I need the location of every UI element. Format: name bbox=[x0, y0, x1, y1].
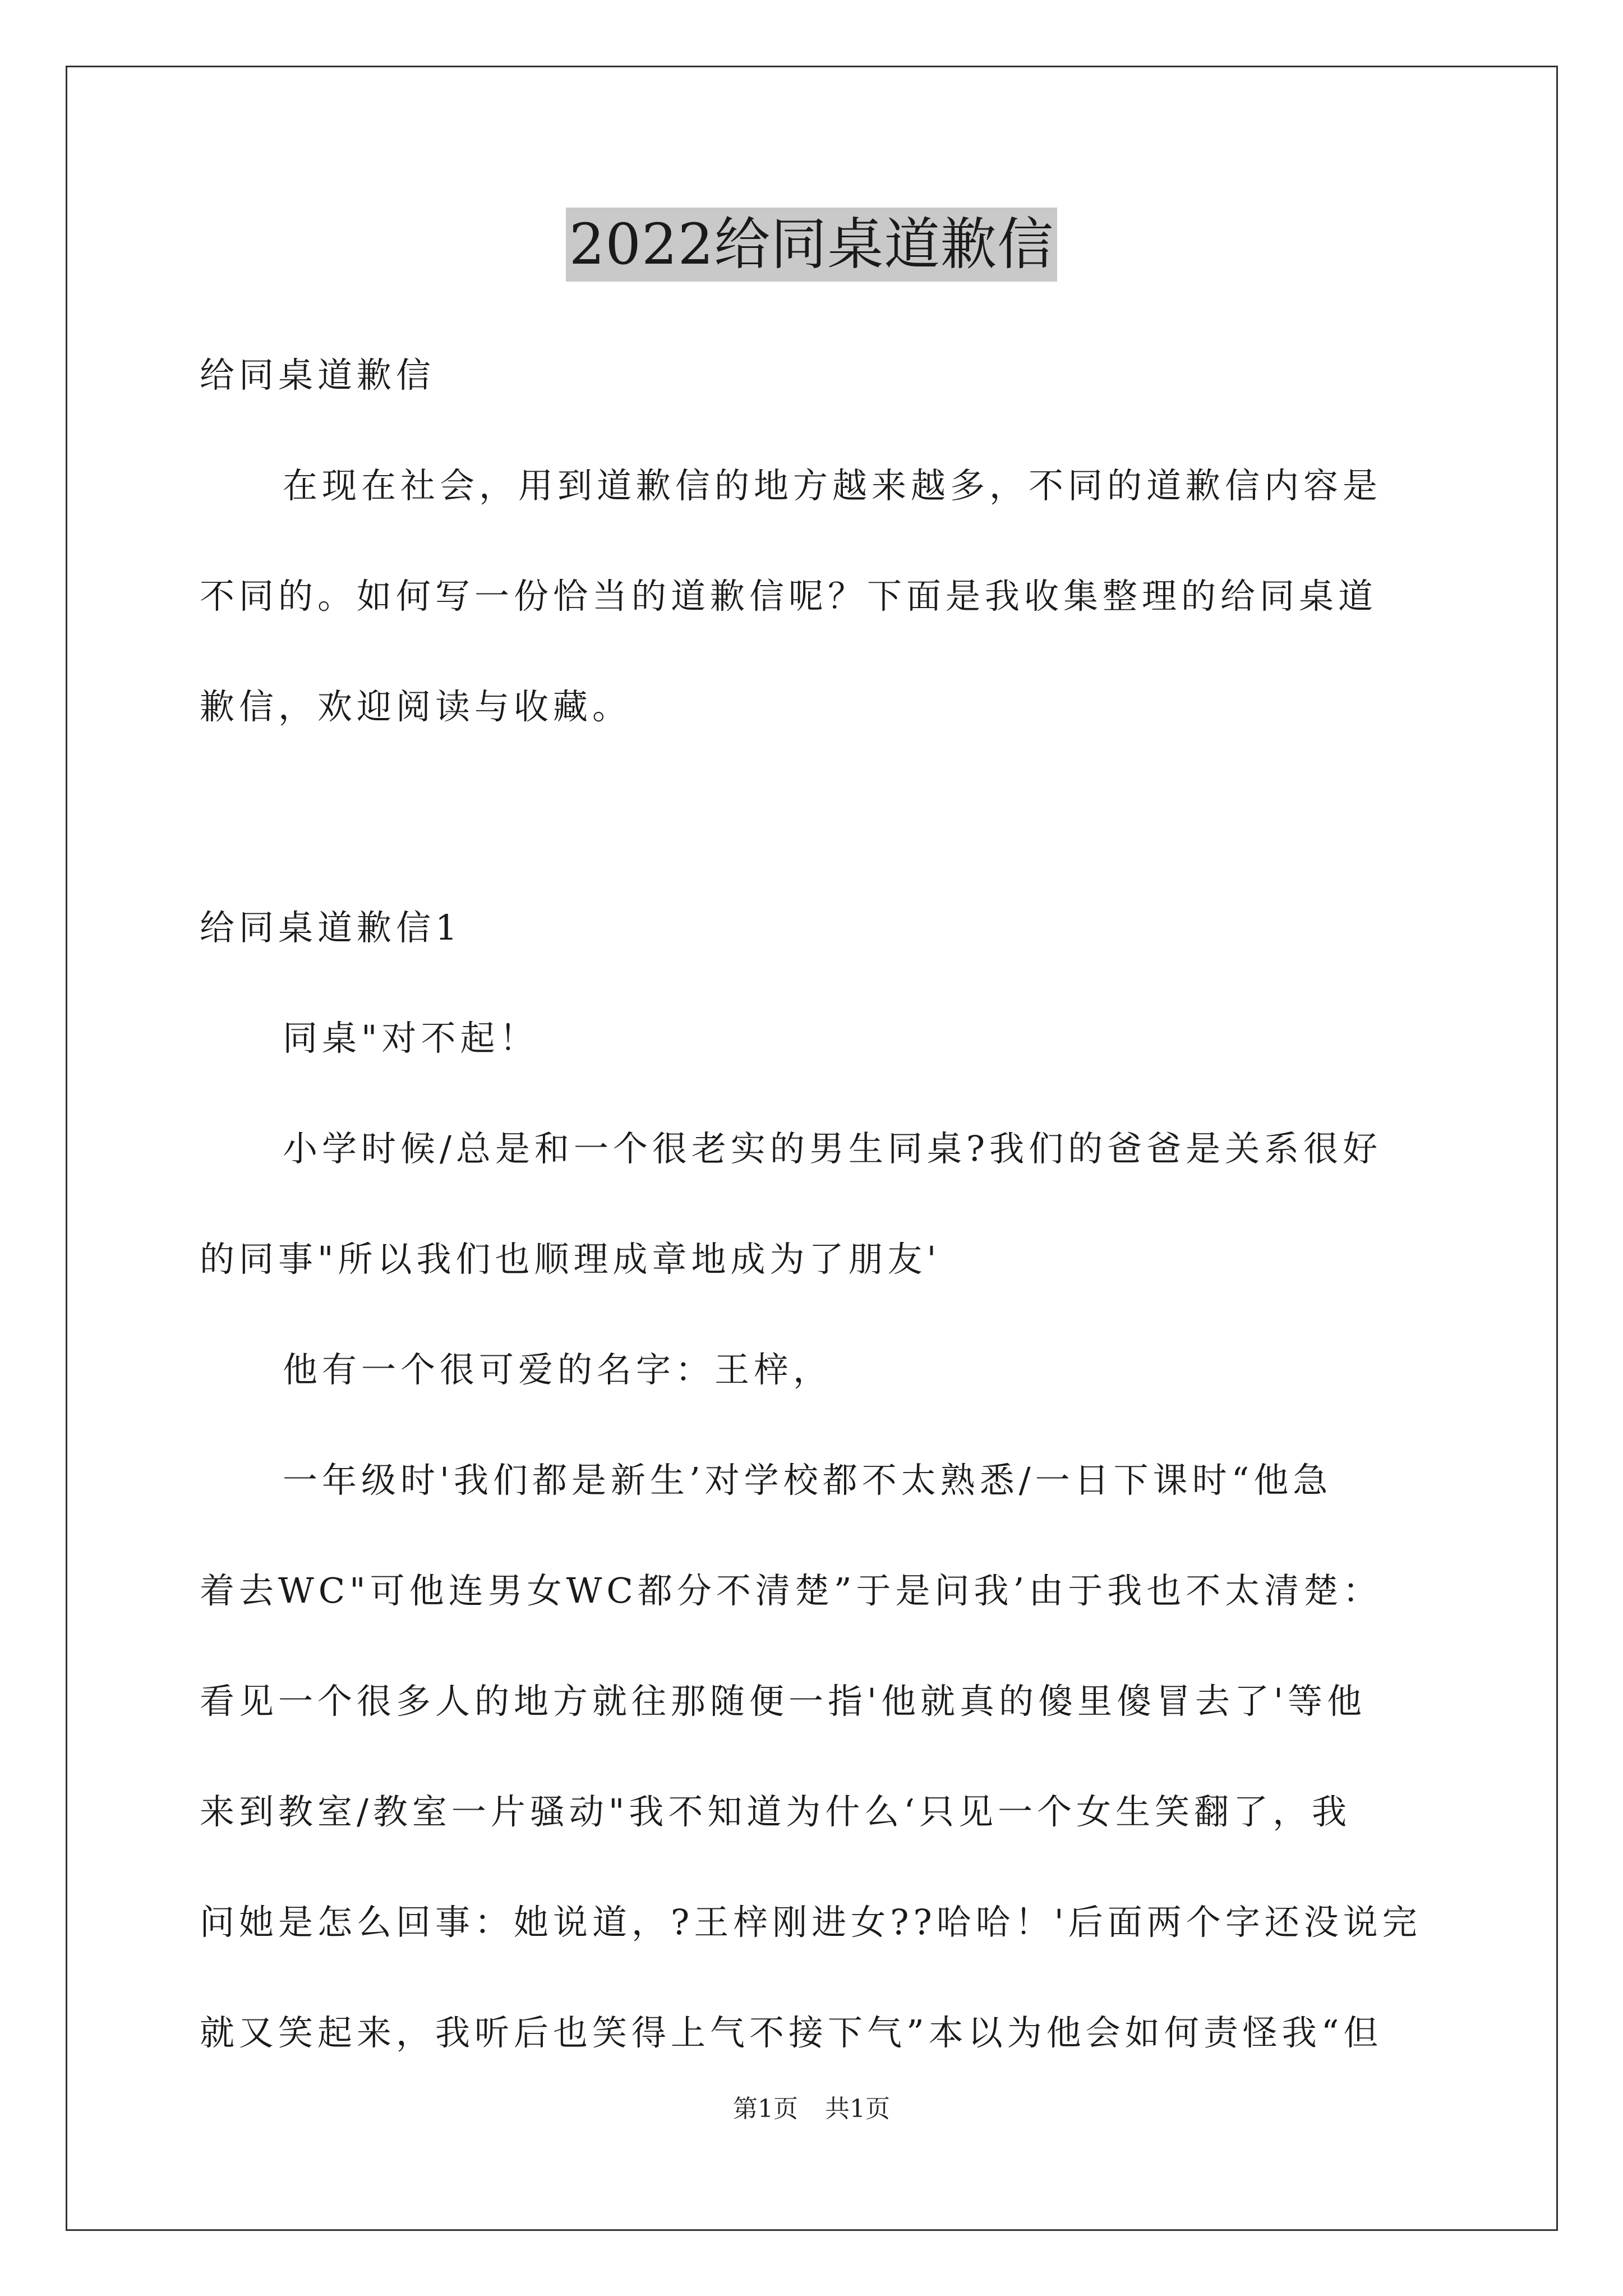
paragraph-gap bbox=[200, 762, 1433, 872]
document-title: 2022给同桌道歉信 bbox=[566, 208, 1058, 282]
title-container bbox=[0, 208, 1623, 282]
paragraph-line: 不同的。如何写一份恰当的道歉信呢？下面是我收集整理的给同桌道 bbox=[200, 576, 1378, 616]
page-number: 第1页 bbox=[733, 2095, 798, 2123]
paragraph-line: 看见一个很多人的地方就往那随便一指'他就真的傻里傻冒去了'等他 bbox=[200, 1681, 1367, 1722]
paragraph-line: 来到教室/教室一片骚动"我不知道为什么‘只见一个女生笑翻了，我 bbox=[200, 1791, 1352, 1832]
paragraph-line: 同桌"对不起！ bbox=[283, 1018, 539, 1059]
paragraph-line: 在现在社会，用到道歉信的地方越来越多，不同的道歉信内容是 bbox=[283, 465, 1382, 506]
document-body bbox=[200, 320, 1433, 2088]
paragraph-line: 小学时候/总是和一个很老实的男生同桌?我们的爸爸是关系很好 bbox=[283, 1128, 1382, 1169]
paragraph-line: 他有一个很可爱的名字：王梓， bbox=[283, 1349, 833, 1390]
page-footer bbox=[0, 2092, 1623, 2126]
subtitle: 给同桌道歉信 bbox=[200, 355, 436, 395]
paragraph-line: 着去WC"可他连男女WC都分不清楚”于是问我’由于我也不太清楚： bbox=[200, 1570, 1382, 1611]
section-heading: 给同桌道歉信1 bbox=[200, 907, 462, 948]
paragraph-line: 就又笑起来，我听后也笑得上气不接下气”本以为他会如何责怪我“但 bbox=[200, 2012, 1383, 2053]
paragraph-line: 问她是怎么回事：她说道，?王梓刚进女??哈哈！'后面两个字还没说完 bbox=[200, 1902, 1422, 1943]
page-total: 共1页 bbox=[825, 2095, 890, 2123]
paragraph-line: 的同事"所以我们也顺理成章地成为了朋友' bbox=[200, 1239, 941, 1280]
paragraph-line: 一年级时'我们都是新生’对学校都不太熟悉/一日下课时“他急 bbox=[283, 1460, 1332, 1501]
paragraph-line: 歉信，欢迎阅读与收藏。 bbox=[200, 686, 632, 727]
